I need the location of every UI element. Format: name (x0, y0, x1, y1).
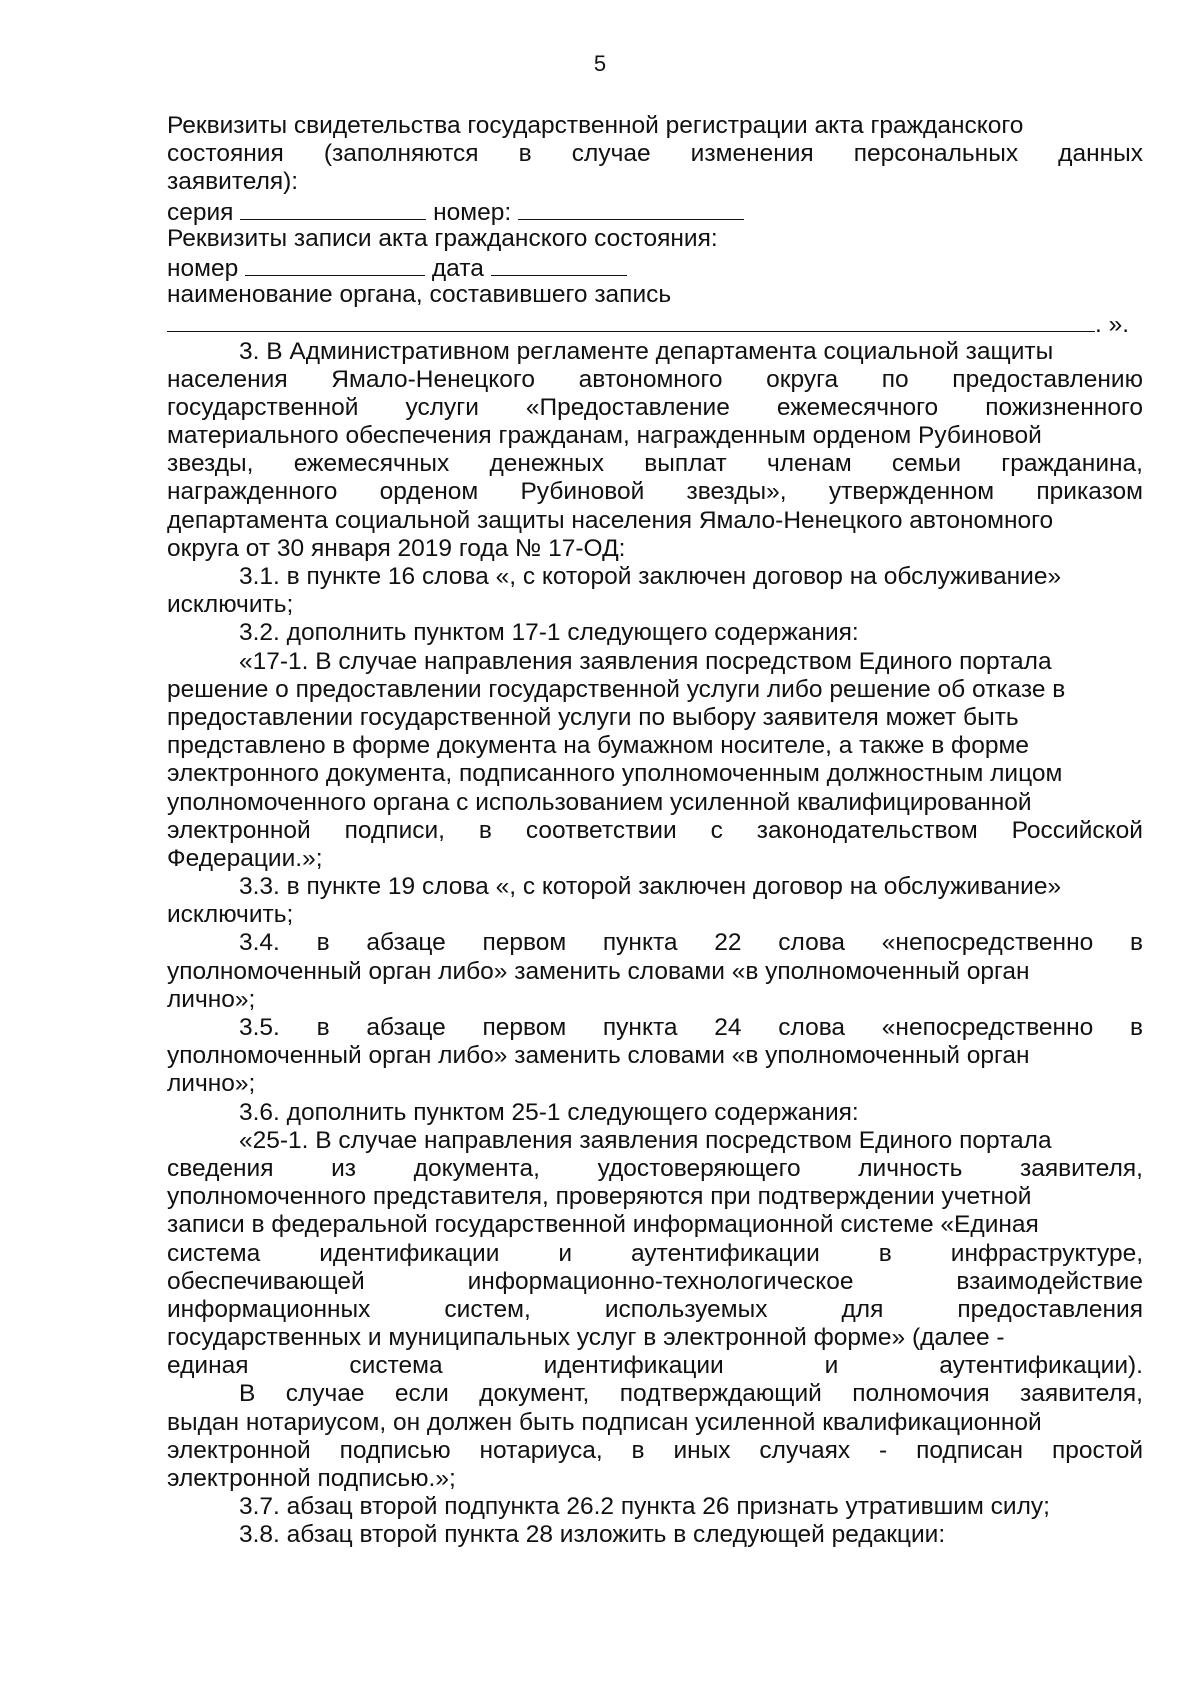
date-blank (491, 253, 627, 276)
text-line: представлено в форме документа на бумажном носителе, а также в форме (167, 732, 1029, 760)
text-line: обеспечивающей информационно-технологическое взаимодействие (167, 1267, 1143, 1295)
text-line: единая система идентификации и аутентификации). (167, 1352, 1143, 1380)
text-line: департамента социальной защиты населения Ямало-Ненецкого автономного (167, 506, 1054, 534)
text-line: электронного документа, подписанного уполномоченным должностным лицом (167, 760, 1063, 788)
text-line: материального обеспечения гражданам, награжденным орденом Рубиновой (167, 422, 1042, 450)
text-line: округа от 30 января 2019 года № 17-ОД: (167, 534, 626, 562)
text-line: 3.6. дополнить пунктом 25-1 следующего содержания: (239, 1098, 859, 1126)
text-line: 3.2. дополнить пунктом 17-1 следующего содержания: (239, 619, 859, 647)
text-line: «17-1. В случае направления заявления посредством Единого портала (239, 647, 1052, 675)
page-number: 5 (593, 51, 607, 76)
closing-quote: . ». (1095, 311, 1130, 339)
text-line: записи в федеральной государственной информационной системе «Единая (167, 1211, 1039, 1239)
header-line: состояния (заполняются в случае изменения персональных данных (167, 140, 1143, 168)
text-line: информационных систем, используемых для предоставления (167, 1295, 1143, 1323)
series-number-line (167, 197, 1143, 225)
header-line: заявителя): (167, 168, 299, 196)
text-line: выдан нотариусом, он должен быть подписан усиленной квалификационной (167, 1408, 1042, 1436)
text-line: 3.5. в абзаце первом пункта 24 слова «непосредственно в (239, 1014, 1143, 1041)
text-line: уполномоченный орган либо» заменить словами «в уполномоченный орган (167, 957, 1030, 985)
number-blank (518, 197, 744, 220)
header-line: Реквизиты свидетельства государственной регистрации акта гражданского (167, 112, 1024, 139)
text-line: лично»; (167, 985, 256, 1013)
text-line: В случае если документ, подтверждающий полномочия заявителя, (239, 1380, 1143, 1408)
text-line: сведения из документа, удостоверяющего личность заявителя, (167, 1154, 1143, 1182)
authority-blank-line (167, 309, 1143, 337)
text-line: уполномоченный орган либо» заменить словами «в уполномоченный орган (167, 1042, 1030, 1070)
text-line: уполномоченного органа с использованием усиленной квалифицированной (167, 788, 1032, 816)
text-line: электронной подписи, в соответствии с законодательством Российской (167, 816, 1143, 844)
date-label: дата (431, 254, 484, 282)
document-body (167, 112, 1143, 1550)
text-line: исключить; (167, 591, 294, 619)
text-line: государственной услуги «Предоставление ежемесячного пожизненного (167, 393, 1143, 421)
text-line: Федерации.»; (167, 844, 323, 872)
text-line: 3. В Административном регламенте департамента социальной защиты (239, 337, 1054, 365)
text-line: 3.1. в пункте 16 слова «, с которой заключен договор на обслуживание» (239, 563, 1062, 590)
text-line: 3.4. в абзаце первом пункта 22 слова «непосредственно в (239, 929, 1143, 957)
text-line: исключить; (167, 901, 294, 929)
text-line: решение о предоставлении государственной услуги либо решение об отказе в (167, 675, 1066, 703)
record-number-label: номер (167, 254, 239, 282)
text-line: 3.3. в пункте 19 слова «, с которой заключен договор на обслуживание» (239, 873, 1062, 901)
text-line: уполномоченного представителя, проверяются при подтверждении учетной (167, 1183, 1032, 1211)
series-blank (240, 197, 426, 220)
text-line: электронной подписью.»; (167, 1465, 456, 1492)
text-line: «25-1. В случае направления заявления посредством Единого портала (239, 1126, 1052, 1154)
text-line: 3.7. абзац второй подпункта 26.2 пункта 26 признать утратившим силу; (239, 1493, 1050, 1521)
text-line: предоставлении государственной услуги по выбору заявителя может быть (167, 703, 1019, 731)
text-line: лично»; (167, 1070, 256, 1098)
text-line: награжденного орденом Рубиновой звезды», утвержденном приказом (167, 478, 1143, 506)
number-label: номер: (433, 198, 512, 226)
text-line: система идентификации и аутентификации в инфраструктуре, (167, 1239, 1143, 1267)
authority-blank (167, 309, 1095, 332)
text-line: электронной подписью нотариуса, в иных случаях - подписан простой (167, 1436, 1143, 1464)
text-line: государственных и муниципальных услуг в электронной форме» (далее - (167, 1324, 1005, 1352)
text-line: звезды, ежемесячных денежных выплат членам семьи гражданина, (167, 450, 1143, 478)
series-label: серия (167, 198, 234, 226)
record-number-date-line (167, 253, 1143, 281)
authority-label: наименование органа, составившего запись (167, 281, 672, 309)
record-number-blank (245, 253, 425, 276)
record-heading: Реквизиты записи акта гражданского состояния: (167, 224, 718, 252)
text-line: 3.8. абзац второй пункта 28 изложить в следующей редакции: (239, 1521, 946, 1549)
text-line: населения Ямало-Ненецкого автономного округа по предоставлению (167, 365, 1143, 393)
